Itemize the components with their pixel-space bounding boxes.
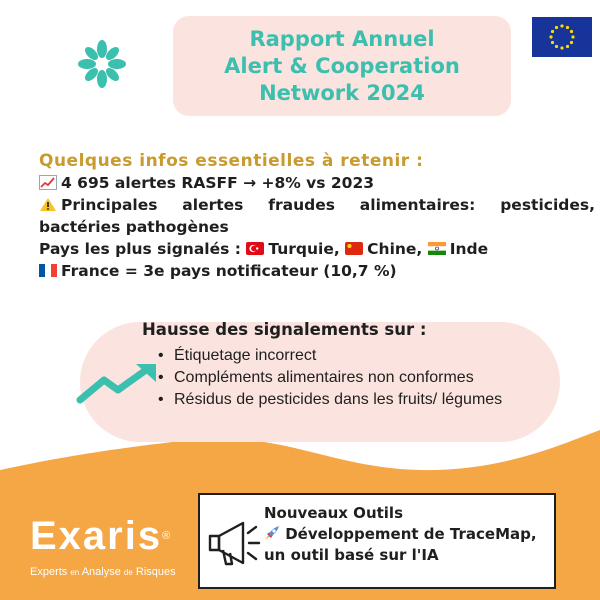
- india-flag-icon: [428, 241, 446, 256]
- title-line-2: Alert & Cooperation: [224, 53, 460, 78]
- megaphone-icon: [205, 517, 263, 569]
- trend-arrow-icon: [76, 360, 160, 404]
- france-line: [39, 260, 599, 282]
- tracemap-description: un outil basé sur l'IA: [264, 546, 439, 564]
- list-item: • Étiquetage incorrect: [158, 345, 578, 367]
- flower-logo-icon: [74, 36, 130, 92]
- new-tools-heading: Nouveaux Outils: [264, 504, 403, 522]
- country-china: Chine,: [367, 240, 423, 258]
- fraud-alerts-line: [39, 194, 595, 238]
- countries-line: [39, 238, 599, 260]
- countries-prefix: Pays les plus signalés :: [39, 240, 247, 258]
- fraud-alerts-text: Principales alertes fraudes alimentaires: pesticides, bactéries pathogènes: [39, 196, 595, 236]
- new-tools-text: [264, 503, 554, 566]
- france-flag-icon: [39, 263, 57, 278]
- increase-list: [158, 345, 578, 411]
- warning-icon: [39, 197, 57, 212]
- chart-up-icon: [39, 175, 57, 190]
- title-line-3: Network 2024: [259, 80, 425, 105]
- title-line-1: Rapport Annuel: [249, 26, 435, 51]
- new-tools-box: [198, 493, 556, 589]
- list-item: • Résidus de pesticides dans les fruits/ légumes: [158, 389, 578, 411]
- report-title-box: [173, 16, 511, 116]
- increase-heading: Hausse des signalements sur :: [142, 320, 427, 339]
- eu-flag-icon: [532, 17, 592, 57]
- alerts-count-text: 4 695 alertes RASFF → +8% vs 2023: [61, 174, 375, 192]
- country-turkey: Turquie,: [268, 240, 340, 258]
- list-item: • Compléments alimentaires non conformes: [158, 367, 578, 389]
- france-text: France = 3e pays notificateur (10,7 %): [61, 262, 397, 280]
- alerts-count-line: [39, 172, 599, 194]
- key-facts-heading: Quelques infos essentielles à retenir :: [39, 151, 424, 171]
- brand-tagline: Experts en Analyse de Risques: [30, 566, 176, 578]
- rocket-icon: [264, 525, 280, 541]
- brand-logo: Exaris®: [30, 514, 171, 558]
- china-flag-icon: [345, 241, 363, 256]
- brand-block: [30, 516, 176, 578]
- turkey-flag-icon: [246, 241, 264, 256]
- key-facts-section: [39, 150, 599, 282]
- country-india: Inde: [449, 240, 489, 258]
- tracemap-line: Développement de TraceMap,: [264, 524, 554, 545]
